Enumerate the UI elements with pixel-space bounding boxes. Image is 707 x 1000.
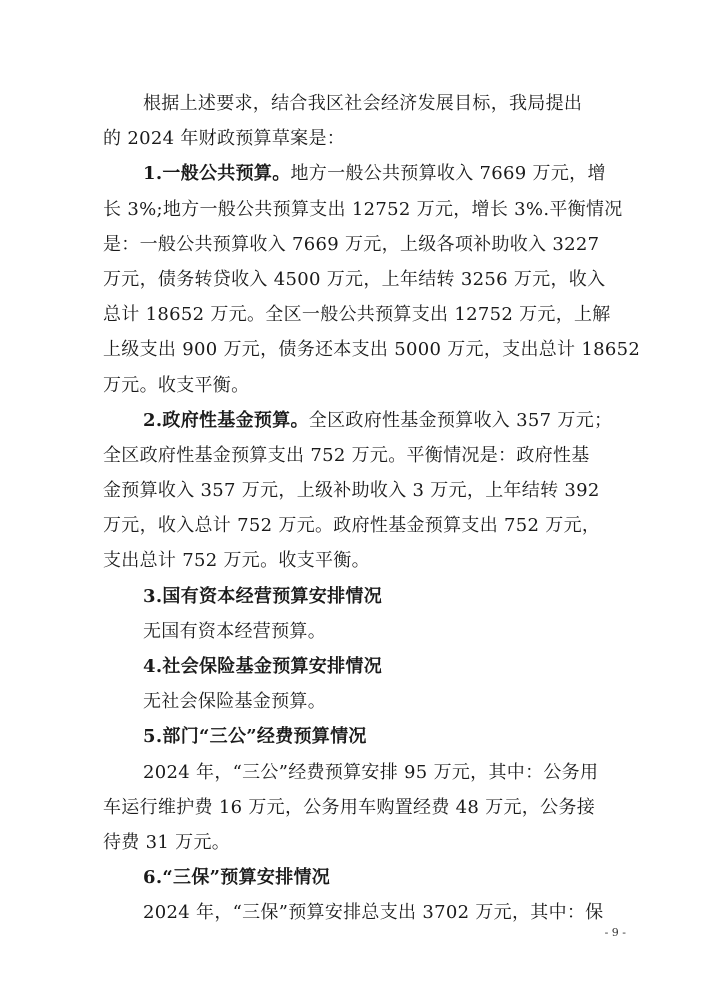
section-5-line: 车运行维护费 16 万元，公务用车购置经费 48 万元，公务接 [103, 796, 595, 818]
section-5-line: 待费 31 万元。 [103, 831, 231, 853]
section-3-heading: 3.国有资本经营预算安排情况 [143, 585, 382, 607]
section-1-line: 万元，债务转贷收入 4500 万元，上年结转 3256 万元，收入 [103, 268, 606, 290]
section-2-line: 金预算收入 357 万元，上级补助收入 3 万元，上年结转 392 [103, 480, 600, 502]
section-4-heading: 4.社会保险基金预算安排情况 [143, 656, 382, 677]
section-1-line: 万元。收支平衡。 [103, 374, 250, 396]
section-5-heading: 5.部门“三公”经费预算情况 [143, 726, 367, 748]
section-2-first-line [103, 403, 613, 438]
intro-line-2: 的 2024 年财政预算草案是： [103, 128, 346, 150]
section-2-heading: 2.政府性基金预算。 [143, 409, 309, 431]
section-5-line: 2024 年，“三公”经费预算安排 95 万元，其中：公务用 [143, 761, 599, 783]
section-1-first-text: 地方一般公共预算收入 7669 万元，增 [290, 163, 606, 185]
section-4-body: 无社会保险基金预算。 [143, 691, 326, 713]
section-1-first-line [103, 156, 606, 191]
section-1-line: 上级支出 900 万元，债务还本支出 5000 万元，支出总计 18652 [103, 339, 641, 361]
section-1-line: 是：一般公共预算收入 7669 万元，上级各项补助收入 3227 [103, 233, 600, 255]
section-1-line: 总计 18652 万元。全区一般公共预算支出 12752 万元，上解 [103, 304, 611, 326]
intro-line-1: 根据上述要求，结合我区社会经济发展目标，我局提出 [143, 93, 583, 114]
section-6-line: 2024 年，“三保”预算安排总支出 3702 万元，其中：保 [143, 902, 604, 924]
section-3-body: 无国有资本经营预算。 [143, 620, 326, 642]
section-1-heading: 1.一般公共预算。 [143, 163, 291, 185]
section-2-line: 万元，收入总计 752 万元。政府性基金预算支出 752 万元， [103, 515, 601, 537]
body-text [103, 86, 641, 931]
page-number: - 9 - [604, 926, 626, 939]
section-6-heading: 6.“三保”预算安排情况 [143, 867, 331, 889]
section-2-line: 全区政府性基金预算支出 752 万元。平衡情况是：政府性基 [103, 444, 590, 466]
section-1-line: 长 3%;地方一般公共预算支出 12752 万元，增长 3%.平衡情况 [103, 198, 623, 220]
section-2-first-text: 全区政府性基金预算收入 357 万元； [308, 409, 613, 431]
section-2-line: 支出总计 752 万元。收支平衡。 [103, 550, 370, 572]
